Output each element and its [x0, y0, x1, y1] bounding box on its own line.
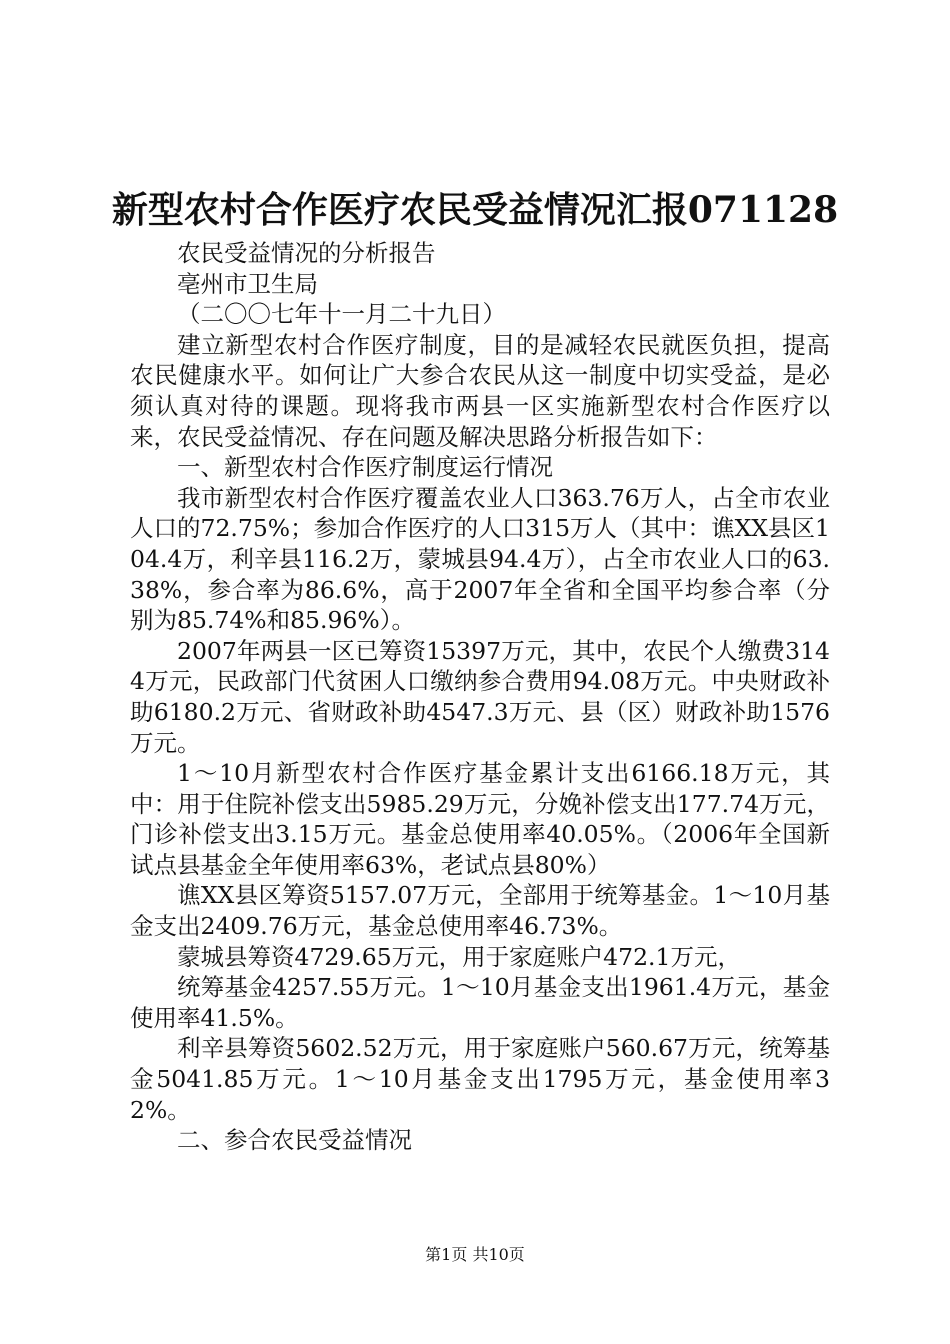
document-title: 新型农村合作医疗农民受益情况汇报071128 — [111, 189, 839, 231]
document-body — [130, 238, 830, 1156]
page-footer: 第1页 共10页 — [425, 1245, 525, 1264]
section-heading-2: 二、参合农民受益情况 — [177, 1126, 412, 1155]
paragraph-qiao-county: 谯XX县区筹资5157.07万元，全部用于统筹基金。1～10月基金支出2409.76万元，基金总使用率46.73%。 — [130, 881, 830, 941]
paragraph-coverage: 我市新型农村合作医疗覆盖农业人口363.76万人，占全市农业人口的72.75%；参加合作医疗的人口315万人（其中：谯XX县区104.4万，利辛县116.2万，蒙城县94.4万），占全市农业人口的63.38%，参合率为86.6%，高于2007年全省和全国平均参合率（分别为85.74%和85.96%）。 — [130, 483, 830, 635]
paragraph-expenditure: 1～10月新型农村合作医疗基金累计支出6166.18万元，其中：用于住院补偿支出5985.29万元，分娩补偿支出177.74万元，门诊补偿支出3.15万元。基金总使用率40.05%。（2006年全国新试点县基金全年使用率63%，老试点县80%） — [130, 759, 830, 879]
report-subtitle: 农民受益情况的分析报告 — [177, 239, 436, 267]
paragraph-mengcheng-2: 统筹基金4257.55万元。1～10月基金支出1961.4万元，基金使用率41.5%。 — [130, 973, 830, 1032]
section-heading-1: 一、新型农村合作医疗制度运行情况 — [177, 453, 553, 482]
report-date: （二〇〇七年十一月二十九日） — [177, 300, 506, 329]
paragraph-lixin: 利辛县筹资5602.52万元，用于家庭账户560.67万元，统筹基金5041.85万元。1～10月基金支出1795万元，基金使用率32%。 — [130, 1034, 830, 1124]
report-author: 亳州市卫生局 — [177, 269, 318, 298]
paragraph-funding: 2007年两县一区已筹资15397万元，其中，农民个人缴费3144万元，民政部门代贫困人口缴纳参合费用94.08万元。中央财政补助6180.2万元、省财政补助4547.3万元、县（区）财政补助1576万元。 — [130, 636, 830, 757]
paragraph-mengcheng-1: 蒙城县筹资4729.65万元，用于家庭账户472.1万元， — [177, 942, 741, 971]
paragraph-intro: 建立新型农村合作医疗制度，目的是减轻农民就医负担，提高农民健康水平。如何让广大参合农民从这一制度中切实受益，是必须认真对待的课题。现将我市两县一区实施新型农村合作医疗以来，农民受益情况、存在问题及解决思路分析报告如下： — [130, 330, 830, 451]
